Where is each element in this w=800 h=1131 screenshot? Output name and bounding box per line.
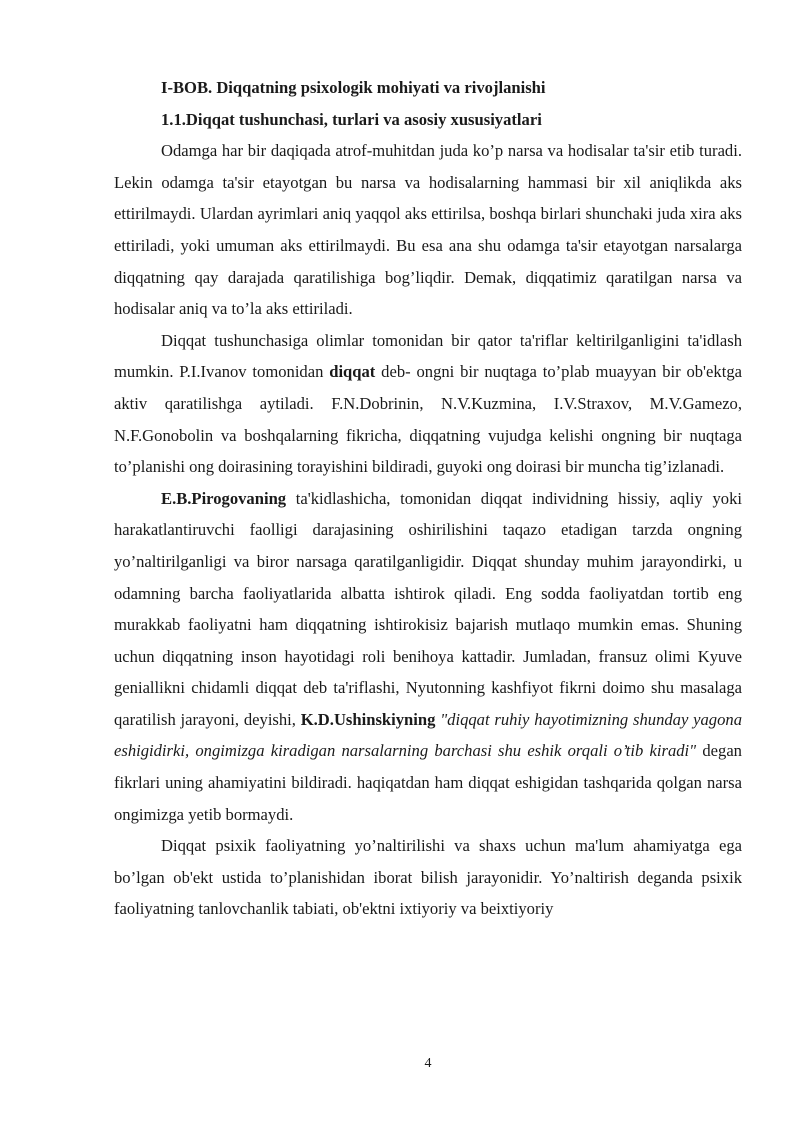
page-number: 4 <box>424 1056 432 1071</box>
italic-quote: "diqqat ruhiy hayotimizning shunday yagona eshigidirki, ongimizga kiradigan narsalarning barchasi shu eshik orqali o’tib kiradi" <box>114 709 742 761</box>
paragraph-4-text: Diqqat psixik faoliyatning yo’naltirilishi va shaxs uchun ma'lum ahamiyatga ega bo’lgan ob'ekt ustida to’planishidan iborat bilish jarayonidir. Yo’naltirish deganda psixik faoliyatning tanlovchanlik tabiati, ob'ektni ixtiyoriy va beixtiyoriy <box>114 836 742 919</box>
bold-term-diqqat: diqqat <box>329 362 376 382</box>
paragraph-4 <box>114 830 742 925</box>
section-title: 1.1.Diqqat tushunchasi, turlari va asosiy xususiyatlari <box>161 109 542 129</box>
paragraph-3-part-1: ta'kidlashicha, tomonidan diqqat individning hissiy, aqliy yoki harakatlantiruvchi faolligi darajasining oshirilishini taqazo etadigan tarzda ongning yo’naltirilganligi va biror narsaga qaratilganligidir. Diqqat shunday muhim jarayondirki, u odamning barcha faoliyatlarida albatta ishtirok qiladi. Eng sodda faoliyatdan tortib eng murakkab faoliyatni ham diqqatning ishtirokisiz bajarish mutlaqo mumkin emas. Shuning uchun diqqatning inson hayotidagi roli benihoya kattadir. Jumladan, fransuz olimi Kyuve geniallikni chidamli diqqat deb ta'riflashi, Nyutonning kashfiyot fikrni doimo shu masalaga qaratilish jarayoni, deyishi, <box>114 488 742 729</box>
paragraph-1-text: Odamga har bir daqiqada atrof-muhitdan juda ko’p narsa va hodisalar ta'sir etib turadi. Lekin odamga ta'sir etayotgan bu narsa va hodisalarning hammasi bir xil aniqlikda aks ettirilmaydi. Ulardan ayrimlari aniq yaqqol aks ettirilsa, boshqa birlari shunchaki juda xira aks ettiriladi, yoki umuman aks ettirilmaydi. Bu esa ana shu odamga ta'sir etayotgan narsalarga diqqatning qay darajada qaratilishiga bog’liqdir. Demak, diqqatimiz qaratilgan narsa va hodisalar aniq va to’la aks ettiriladi. <box>114 141 742 319</box>
paragraph-3-part-2: degan fikrlari uning ahamiyatini bildiradi. haqiqatdan ham diqqat eshigidan tashqarida qolgan narsa ongimizga yetib bormaydi. <box>114 741 742 824</box>
paragraph-2 <box>114 325 742 483</box>
document-page <box>114 72 742 925</box>
paragraph-2-part-1: Diqqat tushunchasiga olimlar tomonidan bir qator ta'riflar keltirilganligini ta'idlash mumkin. P.I.Ivanov tomonidan <box>114 330 742 382</box>
paragraph-3 <box>114 483 742 831</box>
chapter-title: I-BOB. Diqqatning psixologik mohiyati va rivojlanishi <box>161 78 546 97</box>
paragraph-2-part-2: deb- ongni bir nuqtaga to’plab muayyan bir ob'ektga aktiv qaratilishga aytiladi. F.N.Dobrinin, N.V.Kuzmina, I.V.Straxov, M.V.Gamezo, N.F.Gonobolin va boshqalarning fikricha, diqqatning vujudga kelishi ongning bir nuqtaga to’planishi ong doirasining torayishini bildiradi, guyoki ong doirasi bir muncha tig’izlanadi. <box>114 362 742 477</box>
bold-name-pirogova: E.B.Pirogovaning <box>161 488 287 508</box>
paragraph-1 <box>114 135 742 325</box>
bold-name-ushinskiy: K.D.Ushinskiyning <box>300 709 436 729</box>
